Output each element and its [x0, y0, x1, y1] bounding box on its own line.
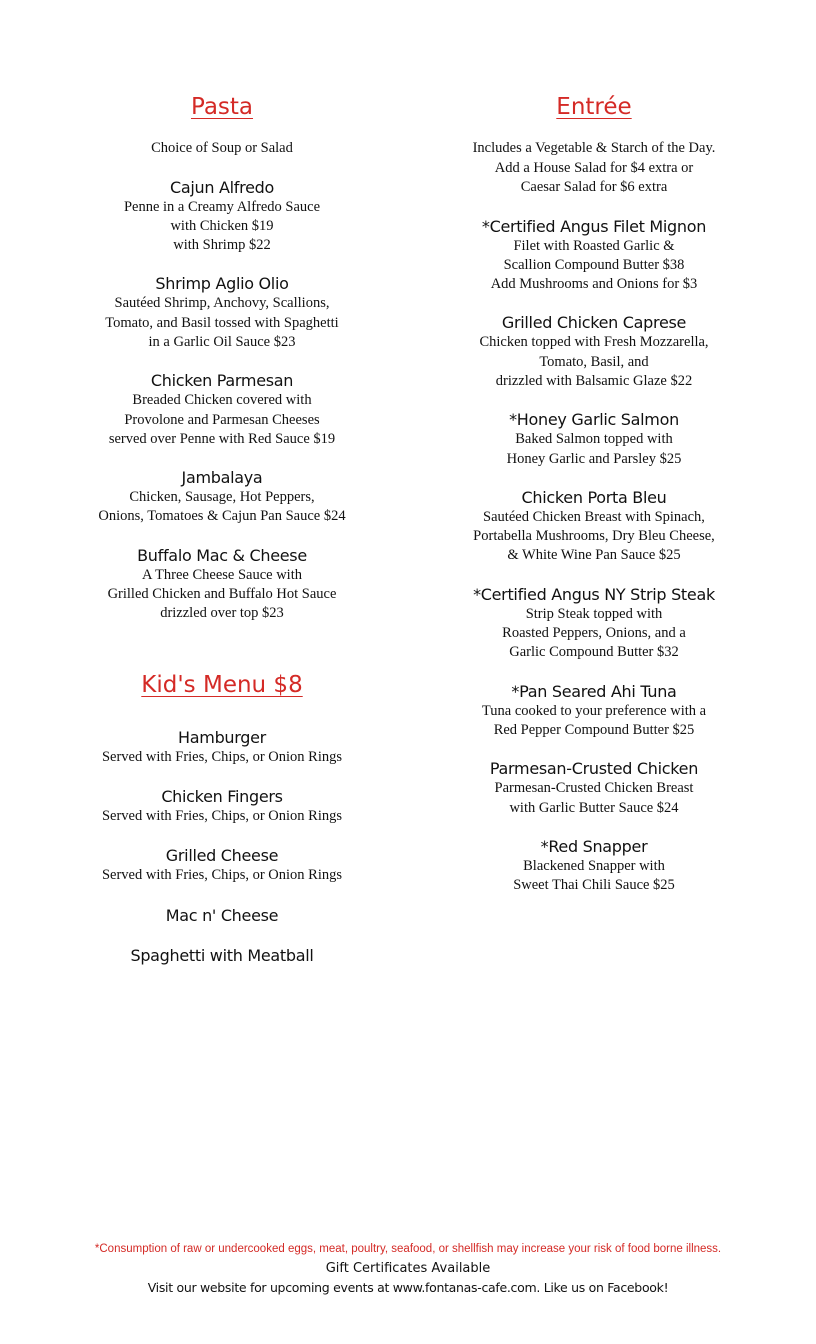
item-name: Chicken Porta Bleu — [521, 487, 667, 507]
item-desc-line: Chicken topped with Fresh Mozzarella, — [479, 334, 709, 351]
item-desc-line: drizzled with Balsamic Glaze $22 — [495, 372, 693, 389]
item-desc-line: Sweet Thai Chili Sauce $25 — [513, 877, 675, 894]
item-name: Mac n' Cheese — [165, 905, 279, 925]
entree-title: Entrée — [556, 94, 632, 120]
item-desc-line: Strip Steak topped with — [525, 605, 663, 622]
menu-item — [72, 178, 372, 256]
item-desc-line: & White Wine Pan Sauce $25 — [507, 547, 681, 564]
item-desc-line: Scallion Compound Butter $38 — [503, 256, 685, 273]
item-desc-line: in a Garlic Oil Sauce $23 — [148, 333, 296, 350]
item-desc-line: Parmesan-Crusted Chicken Breast — [494, 780, 694, 797]
item-name: Chicken Parmesan — [150, 371, 294, 391]
item-desc-line: Add Mushrooms and Onions for $3 — [490, 276, 698, 293]
item-desc-line: Roasted Peppers, Onions, and a — [502, 625, 686, 642]
menu-item — [448, 682, 740, 741]
menu-item — [72, 787, 372, 826]
item-desc-line: Blackened Snapper with — [523, 857, 665, 874]
item-desc-line: Provolone and Parmesan Cheeses — [124, 411, 320, 428]
item-name: Jambalaya — [181, 468, 263, 488]
intro-line: Includes a Vegetable & Starch of the Day. — [472, 140, 716, 156]
item-name: *Red Snapper — [540, 836, 648, 856]
item-name: Chicken Fingers — [161, 786, 283, 806]
item-desc-line: Served with Fries, Chips, or Onion Rings — [101, 748, 343, 765]
menu-item — [72, 468, 372, 527]
entree-intro — [448, 139, 740, 198]
menu-item — [448, 313, 740, 391]
menu-item — [72, 371, 372, 449]
pasta-title: Pasta — [190, 94, 254, 120]
menu-item — [72, 728, 372, 767]
item-desc-line: Honey Garlic and Parsley $25 — [506, 450, 682, 467]
kids-menu-section — [72, 668, 372, 966]
item-desc-line: Sautéed Shrimp, Anchovy, Scallions, — [114, 295, 330, 312]
menu-item — [72, 274, 372, 352]
menu-item — [72, 906, 372, 926]
gift-certificates-note: Gift Certificates Available — [325, 1261, 491, 1276]
menu-item — [72, 846, 372, 885]
kids-menu-title: Kid's Menu $8 — [141, 671, 303, 698]
item-desc-line: with Shrimp $22 — [173, 237, 271, 254]
item-desc-line: Garlic Compound Butter $32 — [509, 644, 679, 661]
item-desc-line: Served with Fries, Chips, or Onion Rings — [101, 807, 343, 824]
item-desc-line: A Three Cheese Sauce with — [142, 566, 302, 583]
item-desc-line: Breaded Chicken covered with — [132, 392, 312, 409]
food-safety-disclaimer: *Consumption of raw or undercooked eggs, meat, poultry, seafood, or shellfish may increase your risk of food borne illness. — [94, 1243, 722, 1255]
item-name: Hamburger — [178, 727, 266, 747]
item-desc-line: Tomato, Basil, and — [539, 353, 649, 370]
website-note: Visit our website for upcoming events at www.fontanas-cafe.com. Like us on Facebook! — [147, 1280, 669, 1295]
item-desc-line: with Chicken $19 — [170, 217, 274, 234]
pasta-intro: Choice of Soup or Salad — [151, 140, 293, 156]
item-name: *Pan Seared Ahi Tuna — [511, 681, 677, 701]
item-desc-line: Portabella Mushrooms, Dry Bleu Cheese, — [473, 528, 715, 545]
menu-item — [448, 410, 740, 469]
menu-item — [448, 759, 740, 818]
item-desc-line: Chicken, Sausage, Hot Peppers, — [129, 489, 315, 506]
item-name: Grilled Cheese — [165, 846, 279, 866]
item-desc-line: with Garlic Butter Sauce $24 — [509, 799, 679, 816]
menu-item — [448, 217, 740, 295]
item-desc-line: served over Penne with Red Sauce $19 — [108, 430, 336, 447]
item-desc-line: Red Pepper Compound Butter $25 — [493, 721, 695, 738]
intro-line: Caesar Salad for $6 extra — [520, 179, 668, 195]
item-desc-line: Tuna cooked to your preference with a — [481, 702, 707, 719]
item-desc-line: Filet with Roasted Garlic & — [513, 237, 675, 254]
item-desc-line: Penne in a Creamy Alfredo Sauce — [123, 198, 321, 215]
item-name: *Certified Angus Filet Mignon — [481, 216, 707, 236]
item-desc-line: Tomato, and Basil tossed with Spaghetti — [105, 314, 339, 331]
item-desc-line: Baked Salmon topped with — [515, 431, 673, 448]
item-name: Cajun Alfredo — [170, 177, 274, 197]
right-column — [448, 90, 740, 895]
item-desc-line: Sautéed Chicken Breast with Spinach, — [483, 508, 705, 525]
left-column — [72, 90, 372, 966]
item-desc-line: drizzled over top $23 — [160, 605, 284, 622]
item-name: Shrimp Aglio Olio — [155, 274, 289, 294]
item-name: Grilled Chicken Caprese — [501, 313, 687, 333]
intro-line: Add a House Salad for $4 extra or — [494, 159, 694, 176]
item-desc-line: Served with Fries, Chips, or Onion Rings — [101, 867, 343, 884]
item-name: *Honey Garlic Salmon — [509, 410, 679, 430]
item-desc-line: Onions, Tomatoes & Cajun Pan Sauce $24 — [98, 508, 346, 525]
menu-item — [448, 488, 740, 566]
menu-item — [448, 585, 740, 663]
item-name: Buffalo Mac & Cheese — [137, 545, 307, 565]
item-name: Spaghetti with Meatball — [130, 945, 314, 965]
menu-item — [72, 546, 372, 624]
menu-item — [72, 946, 372, 966]
item-desc-line: Grilled Chicken and Buffalo Hot Sauce — [107, 586, 337, 603]
item-name: *Certified Angus NY Strip Steak — [473, 584, 715, 604]
footer — [0, 1241, 816, 1297]
menu-item — [448, 837, 740, 896]
item-name: Parmesan-Crusted Chicken — [489, 759, 699, 779]
